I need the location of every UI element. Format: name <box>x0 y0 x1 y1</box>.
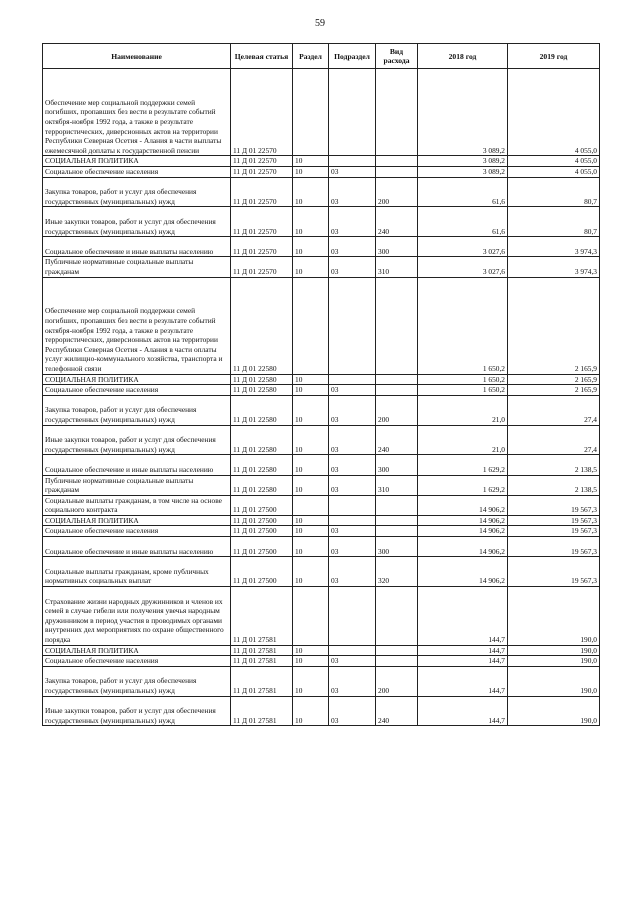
cell-2018: 61,6 <box>418 177 508 207</box>
table-header-row <box>43 44 600 69</box>
cell-name: Страхование жизни народных дружинников и членов их семей в случае гибели или получения увечья народным дружинником в период участия в проводимых органами внутренних дел мероприятиях по охране общественного порядка <box>43 587 231 646</box>
cell-name: Социальные выплаты гражданам, кроме публичных нормативных социальных выплат <box>43 557 231 587</box>
cell-podrazdel <box>329 587 376 646</box>
cell-2018: 144,7 <box>418 587 508 646</box>
cell-razdel: 10 <box>293 515 329 526</box>
cell-podrazdel: 03 <box>329 656 376 667</box>
cell-2018: 21,0 <box>418 395 508 425</box>
cell-name: Социальное обеспечение населения <box>43 526 231 537</box>
cell-name: Социальное обеспечение и иные выплаты населению <box>43 537 231 557</box>
cell-podrazdel: 03 <box>329 557 376 587</box>
cell-2018: 3 027,6 <box>418 237 508 257</box>
cell-2018: 3 089,2 <box>418 166 508 177</box>
cell-2019: 3 974,3 <box>508 257 600 277</box>
table-row <box>43 587 600 646</box>
cell-2018: 14 906,2 <box>418 557 508 587</box>
cell-podrazdel: 03 <box>329 257 376 277</box>
cell-2019: 190,0 <box>508 666 600 696</box>
table-row <box>43 385 600 396</box>
cell-razdel: 10 <box>293 156 329 167</box>
cell-podrazdel: 03 <box>329 475 376 495</box>
cell-name: Социальное обеспечение населения <box>43 166 231 177</box>
cell-code: 11 Д 01 22570 <box>231 156 293 167</box>
cell-vid <box>376 69 418 156</box>
cell-name: СОЦИАЛЬНАЯ ПОЛИТИКА <box>43 156 231 167</box>
cell-podrazdel: 03 <box>329 166 376 177</box>
cell-name: СОЦИАЛЬНАЯ ПОЛИТИКА <box>43 515 231 526</box>
cell-podrazdel: 03 <box>329 696 376 726</box>
cell-2019: 2 165,9 <box>508 385 600 396</box>
cell-razdel: 10 <box>293 374 329 385</box>
cell-podrazdel: 03 <box>329 425 376 455</box>
cell-code: 11 Д 01 22570 <box>231 69 293 156</box>
table-row <box>43 557 600 587</box>
cell-2019: 190,0 <box>508 696 600 726</box>
cell-2019: 2 165,9 <box>508 374 600 385</box>
cell-podrazdel: 03 <box>329 537 376 557</box>
cell-2018: 1 650,2 <box>418 385 508 396</box>
cell-2019: 19 567,3 <box>508 557 600 587</box>
cell-podrazdel <box>329 277 376 374</box>
cell-2019: 2 138,5 <box>508 475 600 495</box>
cell-2018: 21,0 <box>418 425 508 455</box>
cell-code: 11 Д 01 22570 <box>231 177 293 207</box>
column-header-2019: 2019 год <box>508 44 600 69</box>
cell-2018: 3 027,6 <box>418 257 508 277</box>
cell-2018: 144,7 <box>418 656 508 667</box>
table-row <box>43 475 600 495</box>
cell-podrazdel: 03 <box>329 177 376 207</box>
cell-code: 11 Д 01 27500 <box>231 526 293 537</box>
cell-name: Обеспечение мер социальной поддержки семей погибших, пропавших без вести в результате событий октября-ноября 1992 года, а также в результате террористических, диверсионных актов на территории Республики Северная Осетия - Алания в части оплаты услуг жилищно-коммунального хозяйства, транспорта и телефонной связи <box>43 277 231 374</box>
cell-2018: 144,7 <box>418 666 508 696</box>
cell-code: 11 Д 01 27581 <box>231 696 293 726</box>
cell-2019: 27,4 <box>508 395 600 425</box>
cell-razdel: 10 <box>293 385 329 396</box>
cell-razdel: 10 <box>293 645 329 656</box>
cell-2018: 1 629,2 <box>418 475 508 495</box>
cell-vid <box>376 526 418 537</box>
cell-podrazdel: 03 <box>329 237 376 257</box>
cell-2018: 14 906,2 <box>418 526 508 537</box>
column-header-podrazdel: Подраздел <box>329 44 376 69</box>
table-row <box>43 166 600 177</box>
cell-code: 11 Д 01 27500 <box>231 495 293 515</box>
cell-code: 11 Д 01 27581 <box>231 587 293 646</box>
cell-razdel: 10 <box>293 166 329 177</box>
cell-2018: 144,7 <box>418 645 508 656</box>
cell-code: 11 Д 01 22580 <box>231 277 293 374</box>
cell-2018: 144,7 <box>418 696 508 726</box>
cell-name: Социальное обеспечение населения <box>43 656 231 667</box>
cell-podrazdel <box>329 495 376 515</box>
column-header-2018: 2018 год <box>418 44 508 69</box>
cell-2019: 4 055,0 <box>508 156 600 167</box>
cell-code: 11 Д 01 27581 <box>231 656 293 667</box>
cell-podrazdel <box>329 645 376 656</box>
cell-2019: 19 567,3 <box>508 537 600 557</box>
cell-code: 11 Д 01 27500 <box>231 515 293 526</box>
table-row <box>43 374 600 385</box>
cell-name: СОЦИАЛЬНАЯ ПОЛИТИКА <box>43 645 231 656</box>
cell-vid <box>376 656 418 667</box>
cell-razdel: 10 <box>293 526 329 537</box>
cell-vid: 240 <box>376 425 418 455</box>
cell-razdel: 10 <box>293 557 329 587</box>
cell-vid: 200 <box>376 666 418 696</box>
cell-2019: 190,0 <box>508 645 600 656</box>
cell-name: Публичные нормативные социальные выплаты гражданам <box>43 475 231 495</box>
table-row <box>43 515 600 526</box>
table-row <box>43 526 600 537</box>
table-row <box>43 696 600 726</box>
cell-razdel <box>293 587 329 646</box>
cell-vid <box>376 156 418 167</box>
cell-name: Обеспечение мер социальной поддержки семей погибших, пропавших без вести в результате событий октября-ноября 1992 года, а также в результате террористических, диверсионных актов на территории Республики Северная Осетия - Алания в части выплаты ежемесячной доплаты к государственной пенсии <box>43 69 231 156</box>
cell-name: Публичные нормативные социальные выплаты гражданам <box>43 257 231 277</box>
cell-podrazdel: 03 <box>329 455 376 475</box>
cell-razdel: 10 <box>293 696 329 726</box>
cell-podrazdel <box>329 374 376 385</box>
table-row <box>43 656 600 667</box>
cell-2018: 1 629,2 <box>418 455 508 475</box>
cell-vid <box>376 166 418 177</box>
table-body <box>43 69 600 726</box>
cell-razdel: 10 <box>293 537 329 557</box>
cell-razdel: 10 <box>293 237 329 257</box>
cell-code: 11 Д 01 27500 <box>231 557 293 587</box>
cell-code: 11 Д 01 22580 <box>231 475 293 495</box>
table-row <box>43 537 600 557</box>
column-header-code: Целевая статья <box>231 44 293 69</box>
cell-razdel: 10 <box>293 395 329 425</box>
cell-vid: 300 <box>376 537 418 557</box>
cell-2019: 80,7 <box>508 207 600 237</box>
cell-razdel: 10 <box>293 455 329 475</box>
cell-code: 11 Д 01 22570 <box>231 166 293 177</box>
cell-vid <box>376 645 418 656</box>
cell-podrazdel <box>329 156 376 167</box>
cell-razdel <box>293 277 329 374</box>
cell-vid: 310 <box>376 257 418 277</box>
cell-2019: 2 138,5 <box>508 455 600 475</box>
cell-name: Социальное обеспечение населения <box>43 385 231 396</box>
cell-name: Социальное обеспечение и иные выплаты населению <box>43 455 231 475</box>
cell-code: 11 Д 01 22580 <box>231 395 293 425</box>
cell-2019: 190,0 <box>508 656 600 667</box>
cell-podrazdel: 03 <box>329 207 376 237</box>
cell-vid <box>376 515 418 526</box>
cell-2019: 3 974,3 <box>508 237 600 257</box>
cell-2018: 3 089,2 <box>418 156 508 167</box>
table-row <box>43 645 600 656</box>
cell-vid: 200 <box>376 177 418 207</box>
table-row <box>43 425 600 455</box>
cell-razdel: 10 <box>293 425 329 455</box>
cell-vid: 310 <box>376 475 418 495</box>
page-number: 59 <box>315 18 325 29</box>
cell-name: Иные закупки товаров, работ и услуг для обеспечения государственных (муниципальных) нужд <box>43 425 231 455</box>
cell-2019: 19 567,3 <box>508 495 600 515</box>
cell-code: 11 Д 01 22580 <box>231 385 293 396</box>
cell-2019: 190,0 <box>508 587 600 646</box>
cell-2019: 19 567,3 <box>508 515 600 526</box>
cell-podrazdel <box>329 515 376 526</box>
cell-vid: 240 <box>376 207 418 237</box>
cell-razdel: 10 <box>293 656 329 667</box>
cell-code: 11 Д 01 27581 <box>231 666 293 696</box>
cell-2019: 80,7 <box>508 177 600 207</box>
cell-razdel: 10 <box>293 257 329 277</box>
cell-vid <box>376 374 418 385</box>
table-row <box>43 455 600 475</box>
budget-table <box>42 43 600 726</box>
cell-vid: 300 <box>376 455 418 475</box>
cell-razdel <box>293 69 329 156</box>
cell-2018: 1 650,2 <box>418 277 508 374</box>
cell-2019: 27,4 <box>508 425 600 455</box>
cell-podrazdel: 03 <box>329 666 376 696</box>
cell-code: 11 Д 01 22580 <box>231 455 293 475</box>
table-row <box>43 495 600 515</box>
table-row <box>43 257 600 277</box>
cell-vid: 300 <box>376 237 418 257</box>
cell-name: Социальное обеспечение и иные выплаты населению <box>43 237 231 257</box>
cell-2019: 4 055,0 <box>508 166 600 177</box>
cell-name: Закупка товаров, работ и услуг для обеспечения государственных (муниципальных) нужд <box>43 666 231 696</box>
table-row <box>43 666 600 696</box>
cell-name: СОЦИАЛЬНАЯ ПОЛИТИКА <box>43 374 231 385</box>
cell-vid <box>376 385 418 396</box>
table-row <box>43 237 600 257</box>
cell-vid <box>376 495 418 515</box>
cell-2018: 14 906,2 <box>418 537 508 557</box>
cell-razdel: 10 <box>293 475 329 495</box>
cell-vid: 240 <box>376 696 418 726</box>
cell-2018: 61,6 <box>418 207 508 237</box>
table-row <box>43 207 600 237</box>
cell-razdel <box>293 495 329 515</box>
column-header-vid: Вид расхода <box>376 44 418 69</box>
cell-name: Иные закупки товаров, работ и услуг для обеспечения государственных (муниципальных) нужд <box>43 696 231 726</box>
cell-razdel: 10 <box>293 666 329 696</box>
column-header-name: Наименование <box>43 44 231 69</box>
cell-code: 11 Д 01 22580 <box>231 374 293 385</box>
cell-2019: 4 055,0 <box>508 69 600 156</box>
table-row <box>43 277 600 374</box>
table-row <box>43 156 600 167</box>
cell-2018: 14 906,2 <box>418 495 508 515</box>
cell-code: 11 Д 01 22570 <box>231 207 293 237</box>
table-row <box>43 395 600 425</box>
cell-podrazdel: 03 <box>329 395 376 425</box>
cell-razdel: 10 <box>293 177 329 207</box>
cell-code: 11 Д 01 27581 <box>231 645 293 656</box>
cell-code: 11 Д 01 22570 <box>231 257 293 277</box>
table-row <box>43 177 600 207</box>
cell-2018: 1 650,2 <box>418 374 508 385</box>
cell-name: Закупка товаров, работ и услуг для обеспечения государственных (муниципальных) нужд <box>43 395 231 425</box>
cell-code: 11 Д 01 22580 <box>231 425 293 455</box>
cell-podrazdel <box>329 69 376 156</box>
column-header-razdel: Раздел <box>293 44 329 69</box>
cell-2018: 3 089,2 <box>418 69 508 156</box>
cell-vid <box>376 277 418 374</box>
cell-name: Иные закупки товаров, работ и услуг для обеспечения государственных (муниципальных) нужд <box>43 207 231 237</box>
cell-2019: 19 567,3 <box>508 526 600 537</box>
cell-vid: 320 <box>376 557 418 587</box>
cell-code: 11 Д 01 27500 <box>231 537 293 557</box>
cell-vid: 200 <box>376 395 418 425</box>
cell-podrazdel: 03 <box>329 526 376 537</box>
cell-2019: 2 165,9 <box>508 277 600 374</box>
cell-name: Закупка товаров, работ и услуг для обеспечения государственных (муниципальных) нужд <box>43 177 231 207</box>
cell-code: 11 Д 01 22570 <box>231 237 293 257</box>
cell-podrazdel: 03 <box>329 385 376 396</box>
table-row <box>43 69 600 156</box>
cell-razdel: 10 <box>293 207 329 237</box>
cell-vid <box>376 587 418 646</box>
cell-name: Социальные выплаты гражданам, в том числе на основе социального контракта <box>43 495 231 515</box>
cell-2018: 14 906,2 <box>418 515 508 526</box>
